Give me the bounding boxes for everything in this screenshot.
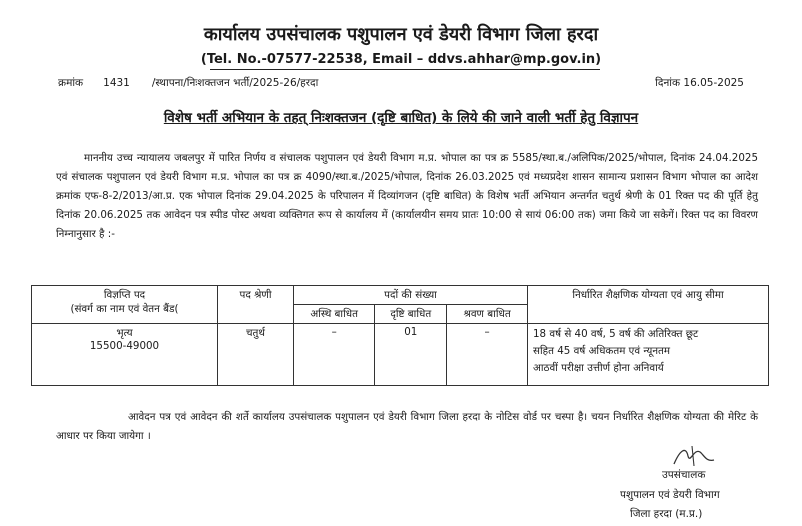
subheader-visual: दृष्टि बाधित (375, 305, 447, 324)
cell-hearing: – (447, 324, 528, 386)
header-post-label: विज्ञप्ति पद (103, 289, 146, 301)
reference-no: 1431 (103, 77, 130, 89)
subject-heading: विशेष भर्ती अभियान के तहत् निःशक्तजन (दृष्टि बाधित) के लिये की जाने वाली भर्ती हेतु विज्ञापन (163, 110, 639, 126)
signature-department: पशुपालन एवं डेयरी विभाग (620, 489, 720, 501)
body-paragraph-1: माननीय उच्च न्यायालय जबलपुर में पारित निर्णय व संचालक पशुपालन एवं डेयरी विभाग म.प्र. भोपाल का पत्र क्र 5585/स्था.ब./अलिपिक/2025/भोपाल, दिनांक 24.04.2025 एवं संचालक पशुपालन एवं डेयरी विभाग म.प्र. भोपाल का पत्र क्र 4090/स्था.ब./2025/भोपाल, दिनांक 26.03.2025 एवं मध्यप्रदेश शासन सामान्य प्रशासन विभाग भोपाल का आदेश क्रमांक एफ-8-2/2013/आ.प्र. एक भोपाल दिनांक 29.04.2025 के परिपालन में दिव्यांगजन (दृष्टि बाधित) के विशेष भर्ती अभियान अन्तर्गत चतुर्थ श्रेणी के 01 रिक्त पद की पूर्ति हेतु दिनांक 20.06.2025 तक आवेदन पत्र स्पीड पोस्ट अथवा व्यक्तिगत रूप से कार्यालय में (कार्यालयीन समय प्रातः 10:00 से सायं 06:00 तक) जमा किये जा सकेगें। रिक्त पद का विवरण निम्नानुसार है :- (56, 152, 759, 240)
office-title: कार्यालय उपसंचालक पशुपालन एवं डेयरी विभाग जिला हरदा (203, 24, 599, 45)
header-post (32, 286, 218, 324)
reference-path: /स्थापना/निःशक्तजन भर्ती/2025-26/हरदा (151, 77, 319, 89)
header-post-sublabel: (संवर्ग का नाम एवं वेतन बैंड( (70, 303, 179, 315)
contact-text: (Tel. No.-07577-22538, Email – ddvs.ahhar@mp.gov.in) (200, 52, 602, 67)
cell-visual: 01 (375, 324, 447, 386)
qualification-line-1: 18 वर्ष से 40 वर्ष, 5 वर्ष की अतिरिक्त छूट (533, 328, 699, 340)
qualification-line-3: आठवीं परीक्षा उत्तीर्ण होना अनिवार्य (533, 362, 664, 374)
qualification-line-2: सहित 45 वर्ष अधिकतम एवं न्यूनतम (533, 345, 671, 357)
signature-designation: उपसंचालक (662, 469, 706, 481)
body-paragraph-2: आवेदन पत्र एवं आवेदन की शर्ते कार्यालय उपसंचालक पशुपालन एवं डेयरी विभाग जिला हरदा के नोटिस वोर्ड पर चस्पा है। चयन निर्धारित शैक्षणिक योग्यता की मेरिट के आधार पर किया जायेगा । (56, 411, 758, 442)
post-name: भृत्य (116, 327, 133, 339)
header-count: पदों की संख्या (294, 286, 528, 305)
table-header-row (32, 286, 769, 305)
header-category: पद श्रेणी (218, 286, 294, 324)
cell-ortho: – (294, 324, 375, 386)
signature-mark (670, 442, 720, 470)
cell-category: चतुर्थ (218, 324, 294, 386)
header-qualification: निर्धारित शैक्षणिक योग्यता एवं आयु सीमा (528, 286, 769, 324)
issue-date: दिनांक 16.05-2025 (655, 77, 744, 89)
table-row (32, 324, 769, 386)
pay-band: 15500-49000 (89, 340, 160, 352)
reference-number (58, 76, 318, 90)
contact-info (0, 52, 802, 67)
vacancy-table (31, 285, 769, 386)
cell-qualification (528, 324, 769, 386)
reference-label: क्रमांक (58, 77, 84, 89)
subheader-ortho: अस्थि बाधित (294, 305, 375, 324)
signature-district: जिला हरदा (म.प्र.) (630, 508, 703, 520)
subheader-hearing: श्रवण बाधित (447, 305, 528, 324)
cell-post (32, 324, 218, 386)
contact-underline (210, 69, 600, 70)
